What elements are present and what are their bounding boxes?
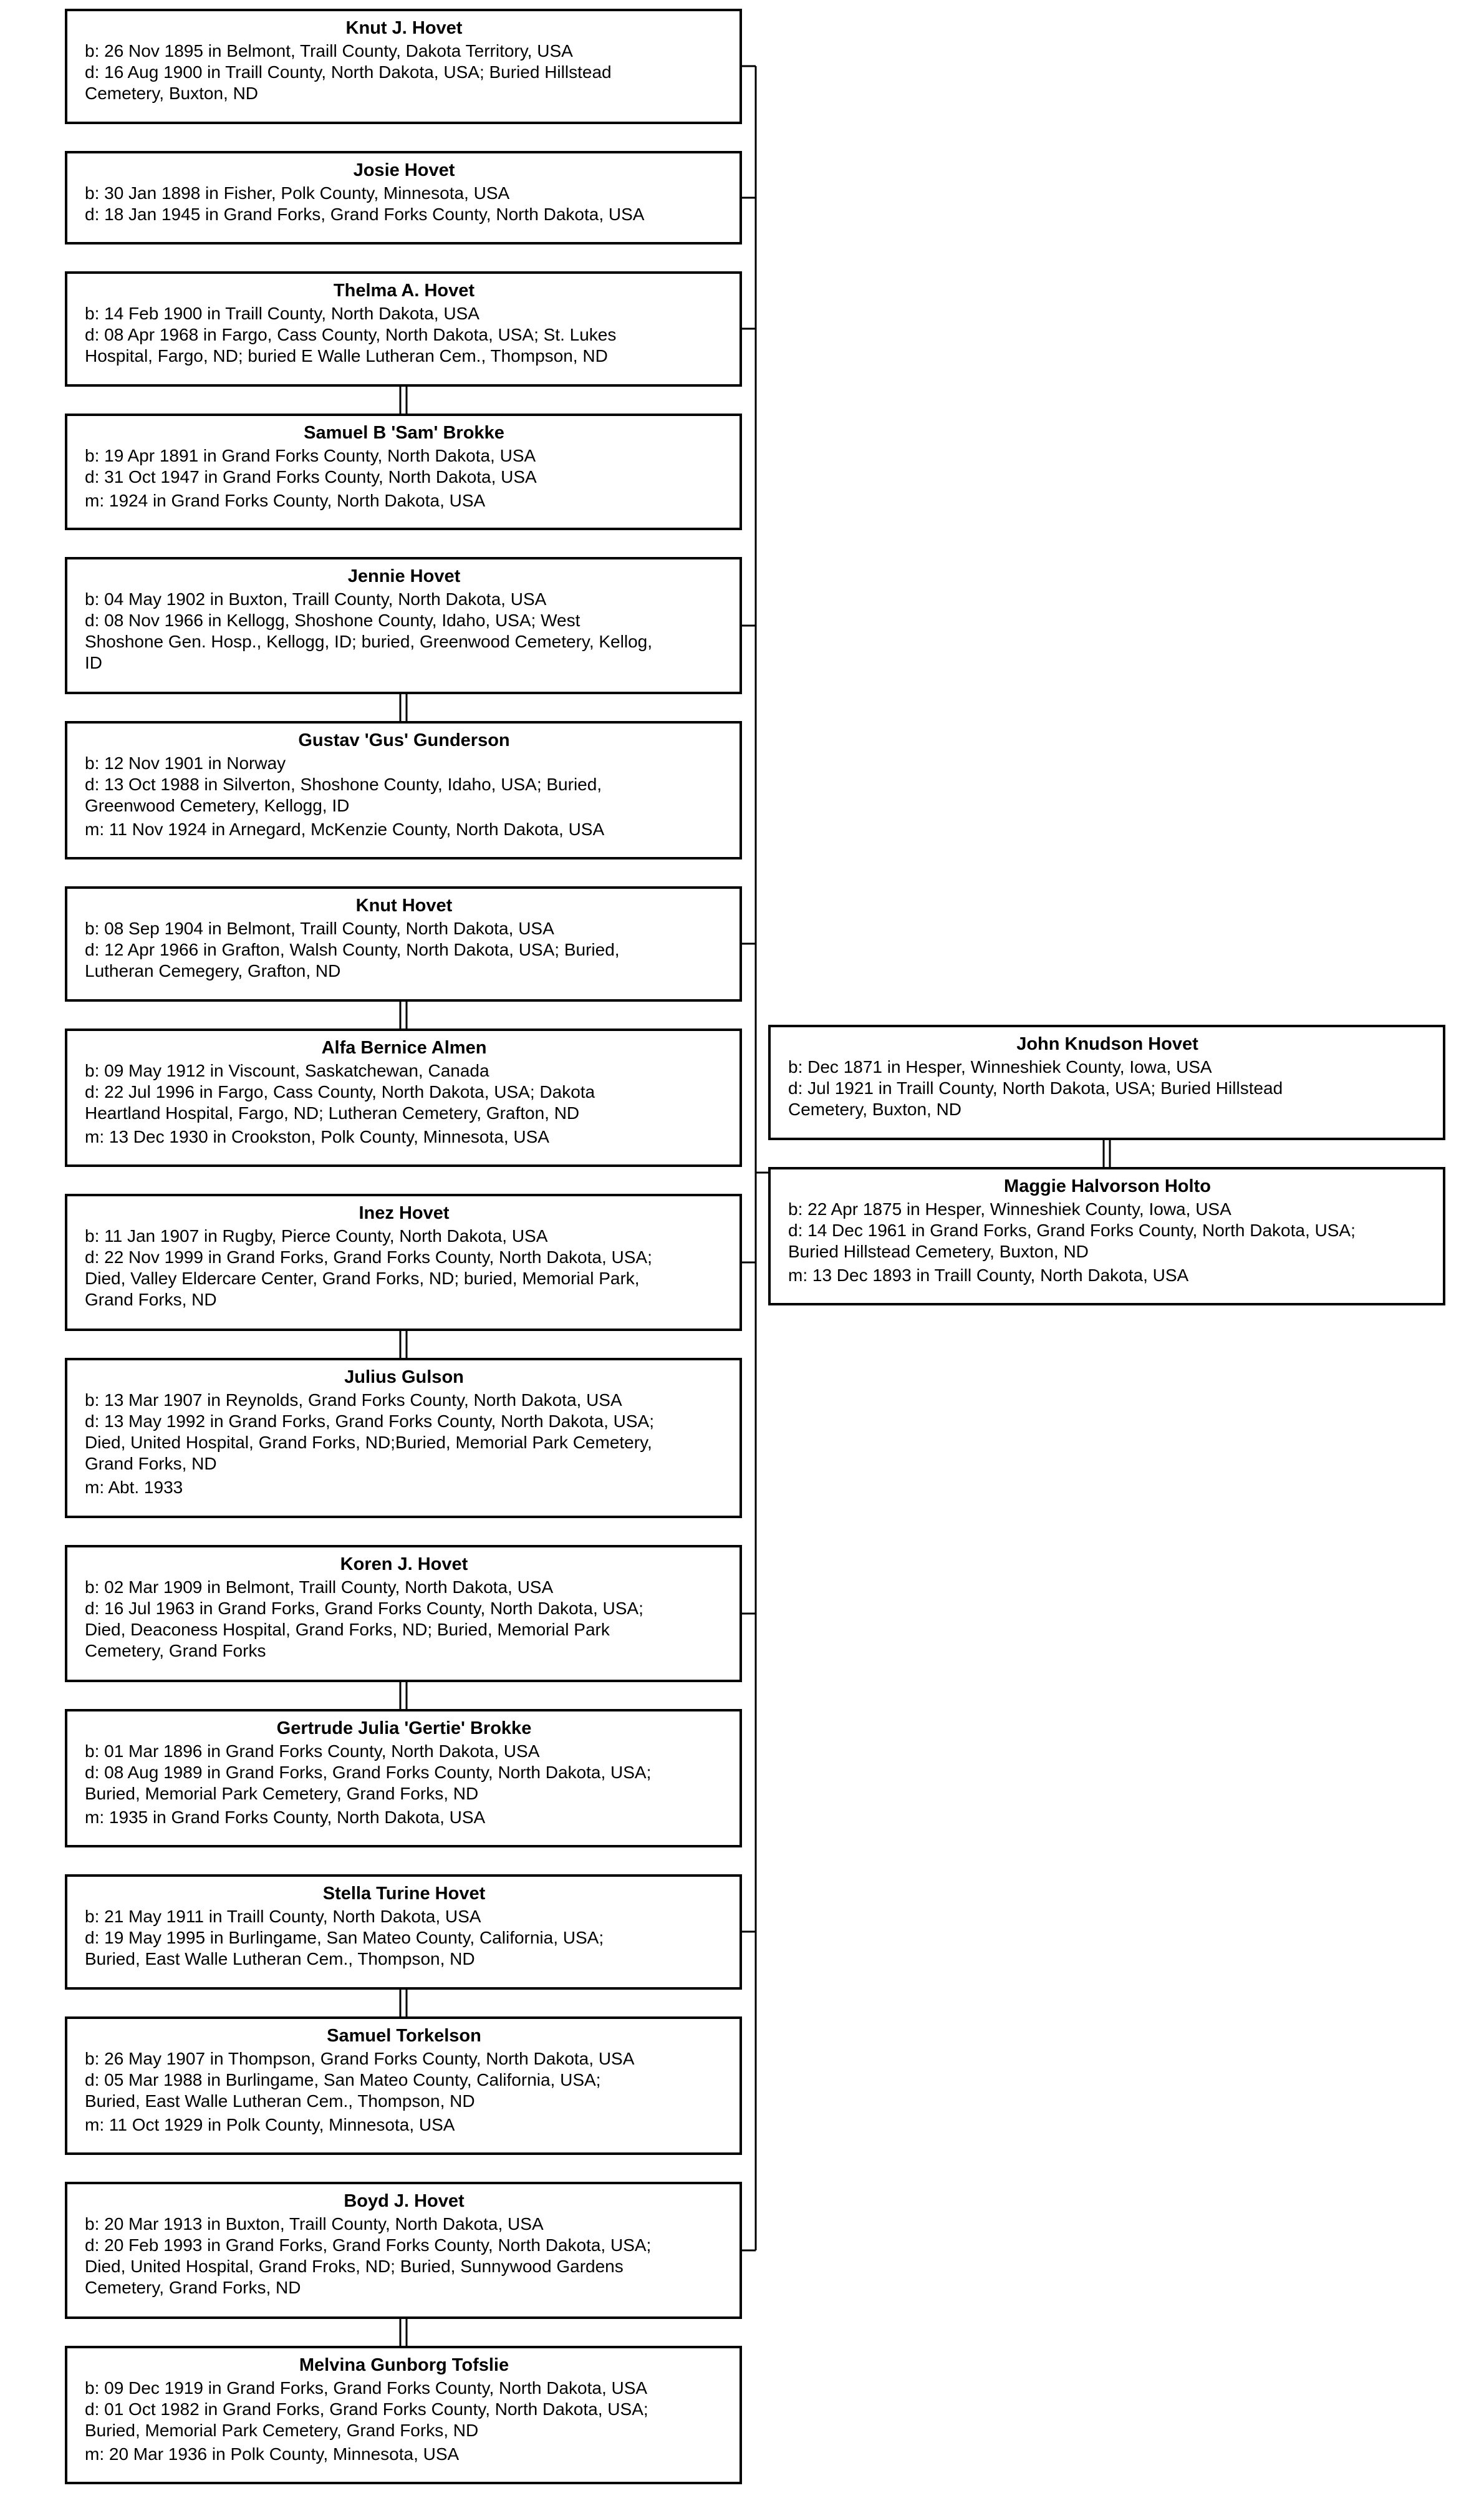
death-line-cont: Died, Deaconess Hospital, Grand Forks, ND; Buried, Memorial Park bbox=[85, 1620, 610, 1639]
death-line-cont: Shoshone Gen. Hosp., Kellogg, ID; buried, Greenwood Cemetery, Kellog, bbox=[85, 632, 652, 651]
marriage-line: m: 13 Dec 1893 in Traill County, North Dakota, USA bbox=[788, 1266, 1189, 1285]
birth-line: b: 09 May 1912 in Viscount, Saskatchewan, Canada bbox=[85, 1061, 489, 1080]
spouse-card-gustav-gus-gunderson[interactable] bbox=[65, 721, 742, 859]
parent-card-john-knudson-hovet[interactable] bbox=[768, 1025, 1445, 1140]
death-line-cont: Cemetery, Buxton, ND bbox=[788, 1100, 962, 1119]
death-line: d: 14 Dec 1961 in Grand Forks, Grand Forks County, North Dakota, USA; bbox=[788, 1221, 1356, 1240]
birth-line: b: 04 May 1902 in Buxton, Traill County, North Dakota, USA bbox=[85, 589, 547, 609]
birth-line: b: 21 May 1911 in Traill County, North Dakota, USA bbox=[85, 1907, 481, 1926]
person-name: John Knudson Hovet bbox=[1016, 1034, 1198, 1054]
person-name: Inez Hovet bbox=[359, 1203, 450, 1223]
birth-line: b: 11 Jan 1907 in Rugby, Pierce County, North Dakota, USA bbox=[85, 1226, 548, 1246]
spouse-card-alfa-bernice-almen[interactable] bbox=[65, 1029, 742, 1167]
person-card-josie-hovet[interactable] bbox=[65, 151, 742, 244]
death-line-cont: Died, United Hospital, Grand Forks, ND;Buried, Memorial Park Cemetery, bbox=[85, 1433, 652, 1452]
death-line: d: 08 Nov 1966 in Kellogg, Shoshone County, Idaho, USA; West bbox=[85, 611, 581, 630]
death-line-cont: Died, Valley Eldercare Center, Grand Forks, ND; buried, Memorial Park, bbox=[85, 1269, 640, 1288]
death-line: d: 20 Feb 1993 in Grand Forks, Grand Forks County, North Dakota, USA; bbox=[85, 2235, 652, 2255]
spouse-card-melvina-gunborg-tofslie[interactable] bbox=[65, 2346, 742, 2484]
death-line-cont: Buried Hillstead Cemetery, Buxton, ND bbox=[788, 1242, 1089, 1261]
death-line: d: 12 Apr 1966 in Grafton, Walsh County, North Dakota, USA; Buried, bbox=[85, 940, 620, 959]
birth-line: b: 08 Sep 1904 in Belmont, Traill County, North Dakota, USA bbox=[85, 919, 554, 938]
death-line-cont: Buried, Memorial Park Cemetery, Grand Forks, ND bbox=[85, 1784, 479, 1803]
birth-line: b: 19 Apr 1891 in Grand Forks County, North Dakota, USA bbox=[85, 446, 536, 465]
parent-card-maggie-halvorson-holto[interactable] bbox=[768, 1167, 1445, 1305]
marriage-line: m: Abt. 1933 bbox=[85, 1478, 183, 1497]
birth-line: b: 01 Mar 1896 in Grand Forks County, North Dakota, USA bbox=[85, 1741, 540, 1761]
death-line: d: 22 Nov 1999 in Grand Forks, Grand Forks County, North Dakota, USA; bbox=[85, 1247, 652, 1267]
spouse-card-julius-gulson[interactable] bbox=[65, 1358, 742, 1518]
death-line-cont: ID bbox=[85, 653, 102, 672]
death-line-cont: Lutheran Cemegery, Grafton, ND bbox=[85, 961, 341, 980]
person-name: Maggie Halvorson Holto bbox=[1004, 1176, 1211, 1196]
death-line: d: 08 Aug 1989 in Grand Forks, Grand Forks County, North Dakota, USA; bbox=[85, 1763, 652, 1782]
person-name: Stella Turine Hovet bbox=[322, 1884, 486, 1904]
death-line: d: 16 Jul 1963 in Grand Forks, Grand Forks County, North Dakota, USA; bbox=[85, 1599, 643, 1618]
death-line: d: 16 Aug 1900 in Traill County, North Dakota, USA; Buried Hillstead bbox=[85, 62, 612, 82]
death-line-cont: Grand Forks, ND bbox=[85, 1290, 217, 1309]
person-name: Thelma A. Hovet bbox=[333, 281, 475, 301]
person-name: Gertrude Julia 'Gertie' Brokke bbox=[276, 1718, 532, 1738]
marriage-line: m: 11 Nov 1924 in Arnegard, McKenzie County, North Dakota, USA bbox=[85, 820, 605, 839]
death-line-cont: Died, United Hospital, Grand Froks, ND; Buried, Sunnywood Gardens bbox=[85, 2257, 624, 2276]
death-line-cont: Buried, East Walle Lutheran Cem., Thompson, ND bbox=[85, 1949, 475, 1968]
marriage-line: m: 1924 in Grand Forks County, North Dakota, USA bbox=[85, 491, 486, 510]
spouse-card-gertrude-julia-gertie-brokke[interactable] bbox=[65, 1709, 742, 1847]
death-line-cont: Buried, Memorial Park Cemetery, Grand Forks, ND bbox=[85, 2421, 479, 2440]
death-line-cont: Heartland Hospital, Fargo, ND; Lutheran Cemetery, Grafton, ND bbox=[85, 1103, 580, 1123]
birth-line: b: 12 Nov 1901 in Norway bbox=[85, 753, 286, 773]
death-line: d: 18 Jan 1945 in Grand Forks, Grand Forks County, North Dakota, USA bbox=[85, 205, 645, 224]
marriage-line: m: 11 Oct 1929 in Polk County, Minnesota, USA bbox=[85, 2115, 455, 2134]
person-name: Boyd J. Hovet bbox=[344, 2191, 465, 2211]
person-name: Alfa Bernice Almen bbox=[321, 1038, 487, 1058]
birth-line: b: 09 Dec 1919 in Grand Forks, Grand Forks County, North Dakota, USA bbox=[85, 2378, 648, 2398]
birth-line: b: 30 Jan 1898 in Fisher, Polk County, Minnesota, USA bbox=[85, 183, 510, 203]
person-name: Jennie Hovet bbox=[347, 566, 461, 586]
person-card-boyd-j-hovet[interactable] bbox=[65, 2182, 742, 2319]
death-line-cont: Buried, East Walle Lutheran Cem., Thompson, ND bbox=[85, 2091, 475, 2111]
person-name: Samuel Torkelson bbox=[327, 2026, 481, 2046]
birth-line: b: 20 Mar 1913 in Buxton, Traill County, North Dakota, USA bbox=[85, 2214, 544, 2234]
birth-line: b: 22 Apr 1875 in Hesper, Winneshiek County, Iowa, USA bbox=[788, 1199, 1231, 1219]
marriage-line: m: 1935 in Grand Forks County, North Dakota, USA bbox=[85, 1808, 486, 1827]
person-name: Knut J. Hovet bbox=[345, 18, 463, 38]
birth-line: b: Dec 1871 in Hesper, Winneshiek County, Iowa, USA bbox=[788, 1057, 1212, 1077]
death-line-cont: Cemetery, Grand Forks bbox=[85, 1641, 266, 1660]
death-line-cont: Greenwood Cemetery, Kellogg, ID bbox=[85, 796, 350, 815]
person-name: Julius Gulson bbox=[344, 1367, 464, 1387]
death-line-cont: Cemetery, Grand Forks, ND bbox=[85, 2278, 301, 2297]
death-line: d: 05 Mar 1988 in Burlingame, San Mateo County, California, USA; bbox=[85, 2070, 601, 2089]
birth-line: b: 26 Nov 1895 in Belmont, Traill County, Dakota Territory, USA bbox=[85, 41, 573, 61]
spouse-card-samuel-b-sam-brokke[interactable] bbox=[65, 414, 742, 530]
person-name: Samuel B 'Sam' Brokke bbox=[304, 423, 504, 443]
death-line: d: 22 Jul 1996 in Fargo, Cass County, North Dakota, USA; Dakota bbox=[85, 1082, 595, 1101]
person-name: Gustav 'Gus' Gunderson bbox=[298, 730, 510, 750]
death-line: d: 01 Oct 1982 in Grand Forks, Grand Forks County, North Dakota, USA; bbox=[85, 2399, 648, 2419]
death-line: d: Jul 1921 in Traill County, North Dakota, USA; Buried Hillstead bbox=[788, 1078, 1283, 1098]
person-card-thelma-a-hovet[interactable] bbox=[65, 271, 742, 387]
death-line: d: 31 Oct 1947 in Grand Forks County, North Dakota, USA bbox=[85, 467, 537, 486]
death-line-cont: Cemetery, Buxton, ND bbox=[85, 84, 259, 103]
birth-line: b: 14 Feb 1900 in Traill County, North Dakota, USA bbox=[85, 304, 479, 323]
person-card-jennie-hovet[interactable] bbox=[65, 557, 742, 694]
death-line: d: 13 May 1992 in Grand Forks, Grand Forks County, North Dakota, USA; bbox=[85, 1411, 654, 1431]
person-card-stella-turine-hovet[interactable] bbox=[65, 1874, 742, 1990]
marriage-line: m: 20 Mar 1936 in Polk County, Minnesota, USA bbox=[85, 2444, 460, 2464]
person-name: Josie Hovet bbox=[353, 160, 455, 180]
death-line: d: 08 Apr 1968 in Fargo, Cass County, North Dakota, USA; St. Lukes bbox=[85, 325, 617, 344]
spouse-card-samuel-torkelson[interactable] bbox=[65, 2016, 742, 2155]
marriage-line: m: 13 Dec 1930 in Crookston, Polk County, Minnesota, USA bbox=[85, 1127, 549, 1146]
death-line: d: 13 Oct 1988 in Silverton, Shoshone County, Idaho, USA; Buried, bbox=[85, 775, 602, 794]
person-name: Knut Hovet bbox=[355, 896, 453, 916]
death-line-cont: Hospital, Fargo, ND; buried E Walle Lutheran Cem., Thompson, ND bbox=[85, 346, 608, 365]
person-card-knut-hovet[interactable] bbox=[65, 886, 742, 1002]
death-line-cont: Grand Forks, ND bbox=[85, 1454, 217, 1473]
person-name: Koren J. Hovet bbox=[340, 1554, 468, 1574]
birth-line: b: 26 May 1907 in Thompson, Grand Forks County, North Dakota, USA bbox=[85, 2049, 635, 2068]
death-line: d: 19 May 1995 in Burlingame, San Mateo County, California, USA; bbox=[85, 1928, 604, 1947]
person-card-koren-j-hovet[interactable] bbox=[65, 1545, 742, 1682]
person-name: Melvina Gunborg Tofslie bbox=[299, 2355, 509, 2375]
person-card-inez-hovet[interactable] bbox=[65, 1194, 742, 1331]
birth-line: b: 13 Mar 1907 in Reynolds, Grand Forks County, North Dakota, USA bbox=[85, 1390, 622, 1410]
person-card-knut-j-hovet[interactable] bbox=[65, 9, 742, 124]
birth-line: b: 02 Mar 1909 in Belmont, Traill County, North Dakota, USA bbox=[85, 1577, 554, 1597]
